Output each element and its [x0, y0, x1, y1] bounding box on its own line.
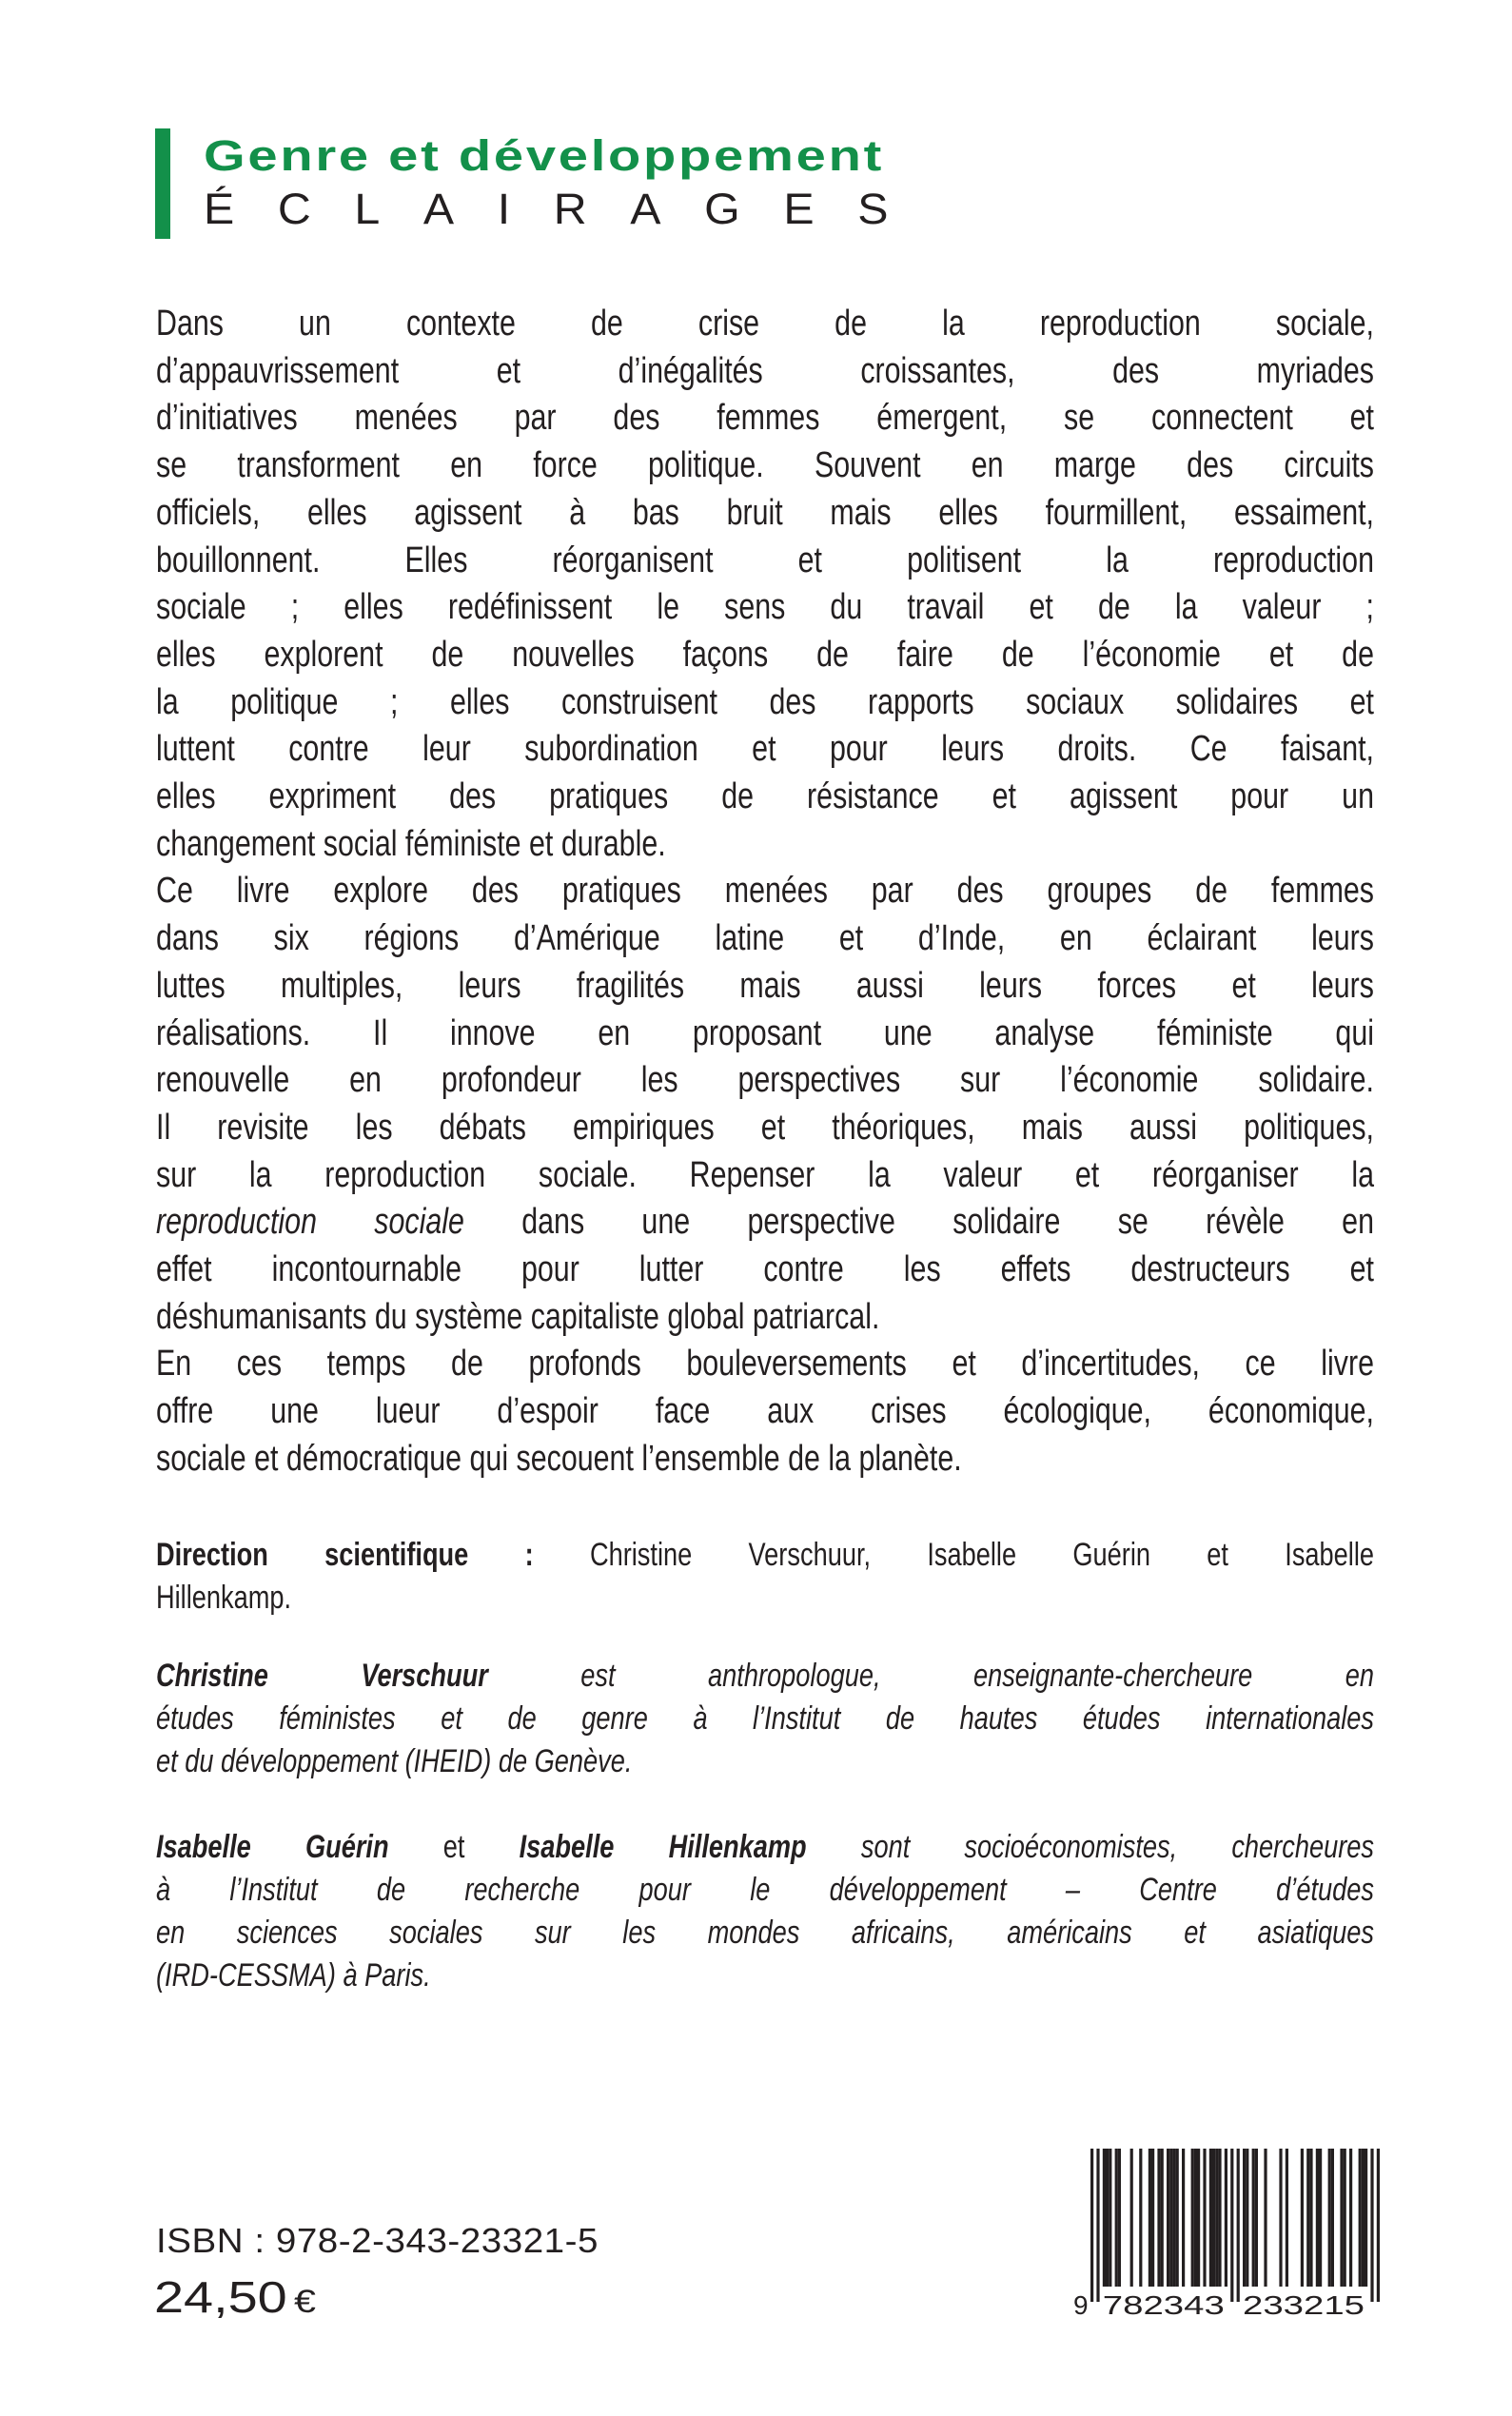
description-line	[156, 1436, 1374, 1482]
description-text: elles explorent de nouvelles façons de faire de l’économie et de	[156, 634, 1374, 675]
bio-text: et du développement (IHEID) de Genève.	[156, 1743, 633, 1779]
description-text: d’appauvrissement et d’inégalités croissantes, des myriades	[156, 350, 1374, 391]
description-line	[156, 584, 1374, 630]
description-text: Il revisite les débats empiriques et théoriques, mais aussi politiques,	[156, 1107, 1374, 1148]
direction-text	[156, 1534, 1374, 1576]
description-text: se transforment en force politique. Souvent en marge des circuits	[156, 445, 1374, 486]
description-line	[156, 868, 1374, 913]
ean13-barcode-icon	[1066, 2149, 1394, 2320]
author-name: Christine Verschuur	[156, 1658, 488, 1694]
bio-guerin-hillenkamp-line-2	[156, 1869, 1374, 1911]
author-name: Isabelle Hillenkamp	[519, 1829, 807, 1865]
description-line	[156, 490, 1374, 536]
description-text: renouvelle en profondeur les perspectives sur l’économie solidaire.	[156, 1060, 1374, 1101]
bio-text: en sciences sociales sur les mondes africains, américains et asiatiques	[156, 1915, 1374, 1951]
description-text: dans six régions d’Amérique latine et d’Inde, en éclairant leurs	[156, 918, 1374, 959]
bio-text: à l’Institut de recherche pour le développement – Centre d’études	[156, 1872, 1374, 1908]
description-text: déshumanisants du système capitaliste global patriarcal.	[156, 1296, 880, 1337]
description-line	[156, 963, 1374, 1009]
description-text: sociale et démocratique qui secouent l’ensemble de la planète.	[156, 1438, 962, 1479]
svg-text:233215: 233215	[1243, 2290, 1365, 2320]
isbn-value: 978-2-343-23321-5	[275, 2221, 599, 2260]
bio-verschuur-line-2	[156, 1698, 1374, 1739]
description-line	[156, 395, 1374, 441]
description-line	[156, 915, 1374, 961]
description-line	[156, 1011, 1374, 1056]
italic-term: reproduction sociale	[156, 1202, 464, 1243]
description-line	[156, 632, 1374, 678]
bio-verschuur-line-3	[156, 1740, 1374, 1782]
description-text: offre une lueur d’espoir face aux crises écologique, économique,	[156, 1391, 1374, 1432]
bio-text: est anthropologue, enseignante-chercheure en	[487, 1658, 1375, 1694]
price	[154, 2270, 316, 2328]
description-text: Dans un contexte de crise de la reproduction sociale,	[156, 304, 1374, 344]
description-line	[156, 1247, 1374, 1292]
description-line	[156, 1341, 1374, 1386]
description-line	[156, 726, 1374, 772]
description-text: sociale ; elles redéfinissent le sens du travail et de la valeur ;	[156, 587, 1374, 628]
euro-icon: €	[294, 2284, 316, 2320]
bio-verschuur-line-1	[156, 1655, 1374, 1697]
direction-line-2	[156, 1577, 1374, 1619]
description-line	[156, 1294, 1374, 1340]
series-title: Genre et développement	[204, 131, 884, 180]
description-line	[156, 301, 1374, 346]
description-text: bouillonnent. Elles réorganisent et politisent la reproduction	[156, 540, 1374, 580]
description-text: Ce livre explore des pratiques menées par des groupes de femmes	[156, 871, 1374, 912]
description-line	[156, 442, 1374, 488]
bio-guerin-hillenkamp-line-4	[156, 1954, 1374, 1996]
description-text: officiels, elles agissent à bas bruit mais elles fourmillent, essaiment,	[156, 492, 1374, 533]
description-line	[156, 1199, 1374, 1245]
bio-text: (IRD-CESSMA) à Paris.	[156, 1957, 431, 1994]
description-text: changement social féministe et durable.	[156, 823, 666, 864]
isbn	[156, 2219, 599, 2263]
description-line	[156, 348, 1374, 394]
bio-text: sont socioéconomistes, chercheures	[806, 1829, 1374, 1865]
description-line	[156, 1057, 1374, 1103]
description-text: luttent contre leur subordination et pour leurs droits. Ce faisant,	[156, 729, 1374, 770]
bio-text: études féministes et de genre à l’Institut de hautes études internationales	[156, 1700, 1374, 1737]
joiner: et	[388, 1829, 520, 1865]
description-text: la politique ; elles construisent des rapports sociaux solidaires et	[156, 681, 1374, 722]
description-text: effet incontournable pour lutter contre les effets destructeurs et	[156, 1249, 1374, 1289]
series-accent-bar	[155, 128, 170, 239]
description-line	[156, 1105, 1374, 1150]
description-text: dans une perspective solidaire se révèle en	[463, 1202, 1374, 1243]
description-line	[156, 538, 1374, 583]
description-text: d’initiatives menées par des femmes émergent, se connectent et	[156, 398, 1374, 439]
description-line	[156, 1152, 1374, 1198]
series-subtitle: ÉCLAIRAGES	[204, 185, 933, 233]
direction-line	[156, 1534, 1374, 1576]
description-text	[156, 1199, 1374, 1245]
description-line	[156, 679, 1374, 725]
direction-names-cont: Hillenkamp.	[156, 1580, 292, 1616]
direction-label: Direction scientifique :	[156, 1537, 534, 1573]
description-text: elles expriment des pratiques de résistance et agissent pour un	[156, 776, 1374, 816]
description-line	[156, 774, 1374, 819]
svg-text:9: 9	[1073, 2290, 1089, 2320]
description-text: En ces temps de profonds bouleversements et d’incertitudes, ce livre	[156, 1344, 1374, 1385]
description-text: sur la reproduction sociale. Repenser la valeur et réorganiser la	[156, 1154, 1374, 1195]
description-text: luttes multiples, leurs fragilités mais aussi leurs forces et leurs	[156, 965, 1374, 1006]
description-line	[156, 1388, 1374, 1434]
direction-names: Christine Verschuur, Isabelle Guérin et Isabelle	[589, 1537, 1375, 1573]
author-name: Isabelle Guérin	[156, 1829, 389, 1865]
description-text: réalisations. Il innove en proposant une analyse féministe qui	[156, 1012, 1374, 1053]
isbn-label: ISBN :	[156, 2221, 265, 2260]
description-line	[156, 821, 1374, 867]
svg-text:782343: 782343	[1102, 2290, 1225, 2320]
bio-guerin-hillenkamp-line-3	[156, 1912, 1374, 1954]
bio-guerin-hillenkamp-line-1	[156, 1826, 1374, 1868]
price-value: 24,50	[154, 2272, 287, 2322]
